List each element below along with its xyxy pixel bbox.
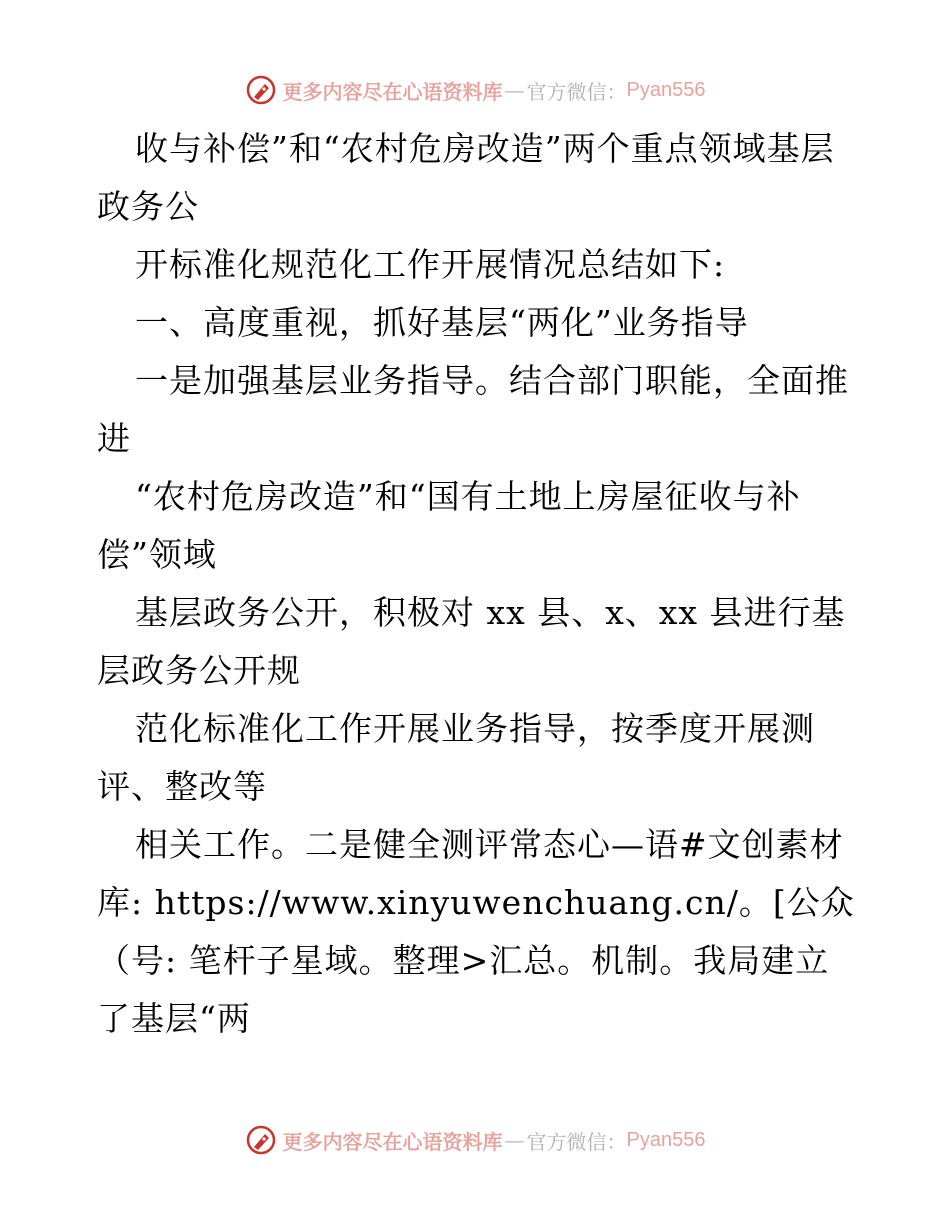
watermark-label: 官方微信：	[526, 79, 627, 104]
paragraph-5: “农村危房改造”和“国有土地上房屋征收与补偿”领域	[97, 477, 801, 574]
paragraph-1: 收与补偿”和“农村危房改造”两个重点领域基层政务公	[97, 129, 835, 226]
watermark-separator: —	[504, 1128, 525, 1152]
watermark-label: 官方微信：	[526, 1129, 627, 1154]
paragraph-6: 基层政务公开，积极对 xx 县、x、xx 县进行基层政务公开规	[97, 593, 846, 690]
watermark-account: Pyan556	[626, 78, 706, 101]
header-watermark	[0, 70, 950, 110]
watermark-account: Pyan556	[626, 1128, 706, 1151]
paragraph-4: 一是加强基层业务指导。结合部门职能，全面推进	[97, 361, 849, 458]
watermark-main-text: 更多内容尽在心语资料库	[282, 79, 503, 104]
footer-watermark	[0, 1120, 950, 1160]
pen-nib-logo-icon	[245, 74, 277, 106]
document-body	[97, 120, 857, 1048]
watermark-separator: —	[504, 78, 525, 102]
watermark-main-text: 更多内容尽在心语资料库	[282, 1129, 503, 1154]
paragraph-7: 范化标准化工作开展业务指导，按季度开展测评、整改等	[97, 709, 815, 806]
paragraph-8: 相关工作。二是健全测评常态心—语#文创素材库: https://www.xinyuwenchuang.cn/。[公众（号: 笔杆子星域。整理>汇总。机制。我局建立了基层“两	[97, 825, 855, 1038]
pen-nib-logo-icon	[245, 1124, 277, 1156]
paragraph-3: 一、高度重视，抓好基层“两化”业务指导	[135, 303, 749, 342]
paragraph-2: 开标准化规范化工作开展情况总结如下:	[135, 245, 726, 284]
